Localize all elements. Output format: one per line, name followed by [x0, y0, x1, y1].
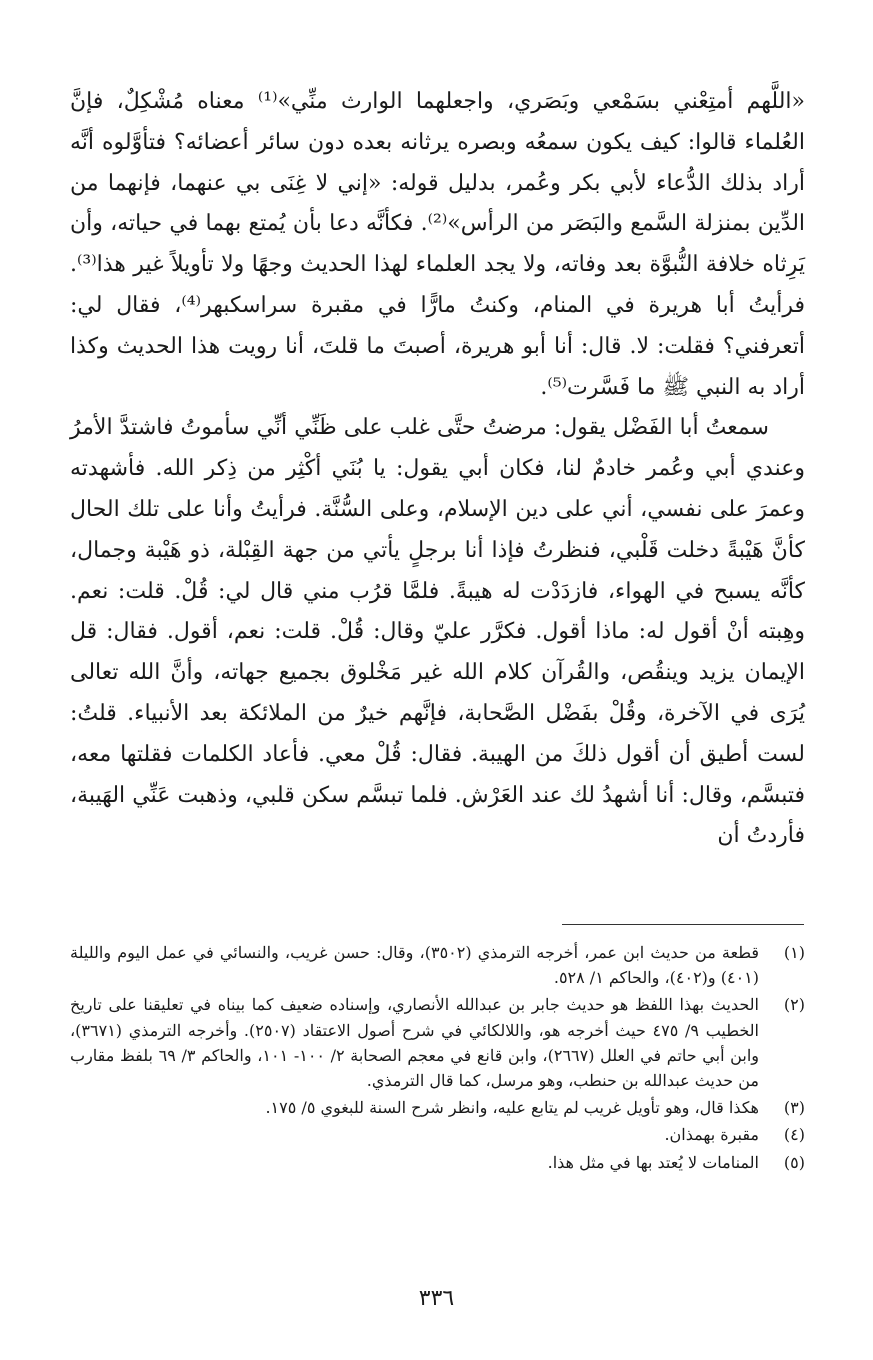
- footnote-5: [70, 1150, 805, 1175]
- main-text: [70, 82, 805, 857]
- page-number: ٣٣٦: [418, 1286, 455, 1311]
- paragraph-1: «اللَّهم أمتِعْني بسَمْعي وبَصَري، واجعلهما الوارث منِّي»⁽¹⁾ معناه مُشْكِلٌ، فإنَّ العُلماء قالوا: كيف يكون سمعُه وبصره يرثانه بعده دون سائر أعضائه؟ فتأوَّلوه أنَّه أراد بذلك الدُّعاء لأبي بكر وعُمر، بدليل قوله: «إني لا غِنَى بي عنهما، فإنهما من الدِّين بمنزلة السَّمع والبَصَر من الرأس»⁽²⁾. فكأنَّه دعا بأن يُمتع بهما في حياته، وأن يَرِثاه خلافة النُّبوَّة بعد وفاته، ولا يجد العلماء لهذا الحديث وجهًا ولا تأويلاً غير هذا⁽³⁾. فرأيتُ أبا هريرة في المنام، وكنتُ مارًّا في مقبرة سراسكبهر⁽⁴⁾، فقال لي: أتعرفني؟ فقلت: لا. قال: أنا أبو هريرة، أصبتَ ما قلتَ، أنا رويت هذا الحديث وكذا أراد به النبي ﷺ ما فَسَّرت⁽⁵⁾.: [70, 89, 806, 400]
- paragraph-2: سمعتُ أبا الفَضْل يقول: مرضتُ حتَّى غلب على ظَنِّي أنِّي سأموتُ فاشتدَّ الأمرُ وعندي أبي وعُمر خادمٌ لنا، فكان أبي يقول: يا بُنَي أكْثِر من ذِكر الله. فأشهدته وعمرَ على نفسي، أني على دين الإسلام، وعلى السُّنَّة. فرأيتُ وأنا على تلك الحال كأنَّ هَيْبةً دخلت قَلْبي، فنظرتُ فإذا أنا برجلٍ يأتي من جهة القِبْلة، ذو هَيْبة وجمال، كأنَّه يسبح في الهواء، فازدَدْت له هيبةً. فلمَّا قرُب مني قال لي: قُلْ. قلت: نعم. وهِبته أنْ أقول له: ماذا أقول. فكرَّر عليّ وقال: قُلْ. قلت: نعم، أقول. فقال: قل الإيمان يزيد وينقُص، والقُرآن كلام الله غير مَخْلوق بجميع جهاته، وأنَّ الله تعالى يُرَى في الآخرة، وقُلْ بفَضْل الصَّحابة، فإنَّهم خيرٌ من الملائكة بعد الأنبياء. قلتُ: لست أطيق أن أقول ذلكَ من الهيبة. فقال: قُلْ معي. فأعاد الكلمات فقلتها معه، فتبسَّم، وقال: أنا أشهدُ لك عند العَرْش. فلما تبسَّم سكن قلبي، وذهبت عَنِّي الهَيبة، فأردتُ أن: [70, 415, 805, 849]
- footnote-separator: [562, 924, 804, 925]
- footnote-number: (٣): [783, 1098, 805, 1118]
- footnotes: [70, 940, 805, 1177]
- footnote-number: (٢): [783, 995, 805, 1015]
- footnote-4: [70, 1122, 805, 1147]
- footnote-number: (١): [783, 943, 805, 962]
- footnote-text: قطعة من حديث ابن عمر، أخرجه الترمذي (٣٥٠٢)، وقال: حسن غريب، والنسائي في عمل اليوم والليلة (٤٠١) و(٤٠٢)، والحاكم ١/ ٥٢٨.: [70, 943, 759, 988]
- footnote-1: [70, 940, 805, 990]
- footnote-number: (٥): [783, 1152, 805, 1172]
- footnote-2: [70, 992, 805, 1093]
- footnote-text: الحديث بهذا اللفظ هو حديث جابر بن عبدالله الأنصاري، وإسناده ضعيف كما بيناه في تعليقنا على تاريخ الخطيب ٩/ ٤٧٥ حيث أخرجه هو، واللالكائي في شرح أصول الاعتقاد (٢٥٠٧). وأخرجه الترمذي (٣٦٧١)، وابن أبي حاتم في العلل (٢٦٦٧)، وابن قانع في معجم الصحابة ٢/ ١٠٠- ١٠١، والحاكم ٣/ ٦٩ بلفظ مقارب من حديث عبدالله بن حنطب، وهو مرسل، كما قال الترمذي.: [70, 995, 760, 1091]
- footnote-text: هكذا قال، وهو تأويل غريب لم يتابع عليه، وانظر شرح السنة للبغوي ٥/ ١٧٥.: [265, 1098, 759, 1118]
- footnote-number: (٤): [783, 1125, 805, 1145]
- footnote-3: [70, 1095, 805, 1120]
- footnote-text: المنامات لا يُعتد بها في مثل هذا.: [547, 1152, 759, 1172]
- footnote-text: مقبرة بهمذان.: [664, 1125, 759, 1145]
